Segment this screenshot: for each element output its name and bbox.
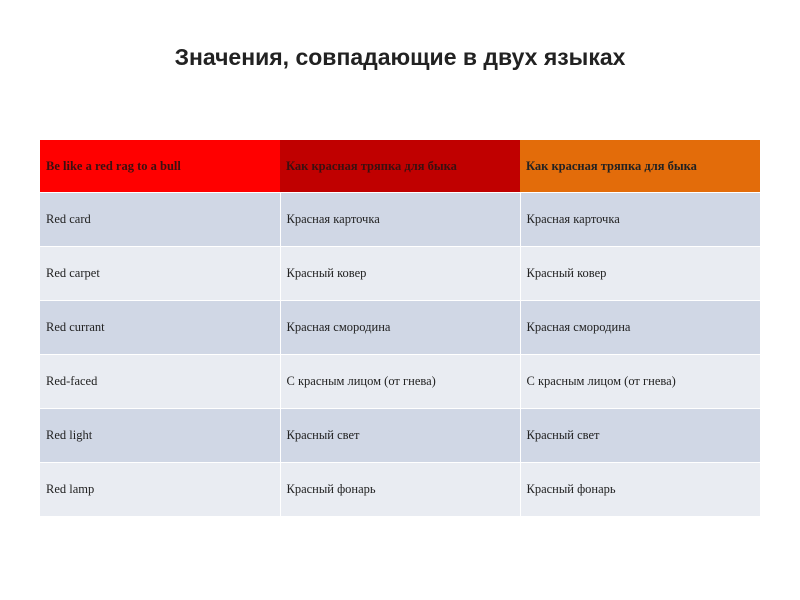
table-cell: Красная смородина xyxy=(520,301,760,355)
table-cell: Красная карточка xyxy=(280,193,520,247)
table-cell: Красный фонарь xyxy=(280,463,520,517)
table-cell: Красный свет xyxy=(280,409,520,463)
table-row xyxy=(40,409,760,463)
header-cell-russian: Как красная тряпка для быка xyxy=(280,140,520,193)
table-cell: Красный свет xyxy=(520,409,760,463)
header-cell-russian-2: Как красная тряпка для быка xyxy=(520,140,760,193)
table-row xyxy=(40,355,760,409)
table-cell: Красный фонарь xyxy=(520,463,760,517)
table-row xyxy=(40,247,760,301)
table-cell: Красная карточка xyxy=(520,193,760,247)
table-row xyxy=(40,193,760,247)
table-cell: Красный ковер xyxy=(280,247,520,301)
phrases-table xyxy=(40,140,760,516)
table-cell: Красная смородина xyxy=(280,301,520,355)
slide-title: Значения, совпадающие в двух языках xyxy=(174,44,626,70)
table-cell: С красным лицом (от гнева) xyxy=(280,355,520,409)
table-cell: Red light xyxy=(40,409,280,463)
table-cell: Красный ковер xyxy=(520,247,760,301)
table-cell: Red-faced xyxy=(40,355,280,409)
table-cell: Red card xyxy=(40,193,280,247)
table-cell: Red currant xyxy=(40,301,280,355)
table-row xyxy=(40,301,760,355)
table-cell: С красным лицом (от гнева) xyxy=(520,355,760,409)
table-cell: Red lamp xyxy=(40,463,280,517)
header-cell-english: Be like a red rag to a bull xyxy=(40,140,280,193)
table-row xyxy=(40,463,760,517)
table-header-row xyxy=(40,140,760,193)
table-cell: Red carpet xyxy=(40,247,280,301)
